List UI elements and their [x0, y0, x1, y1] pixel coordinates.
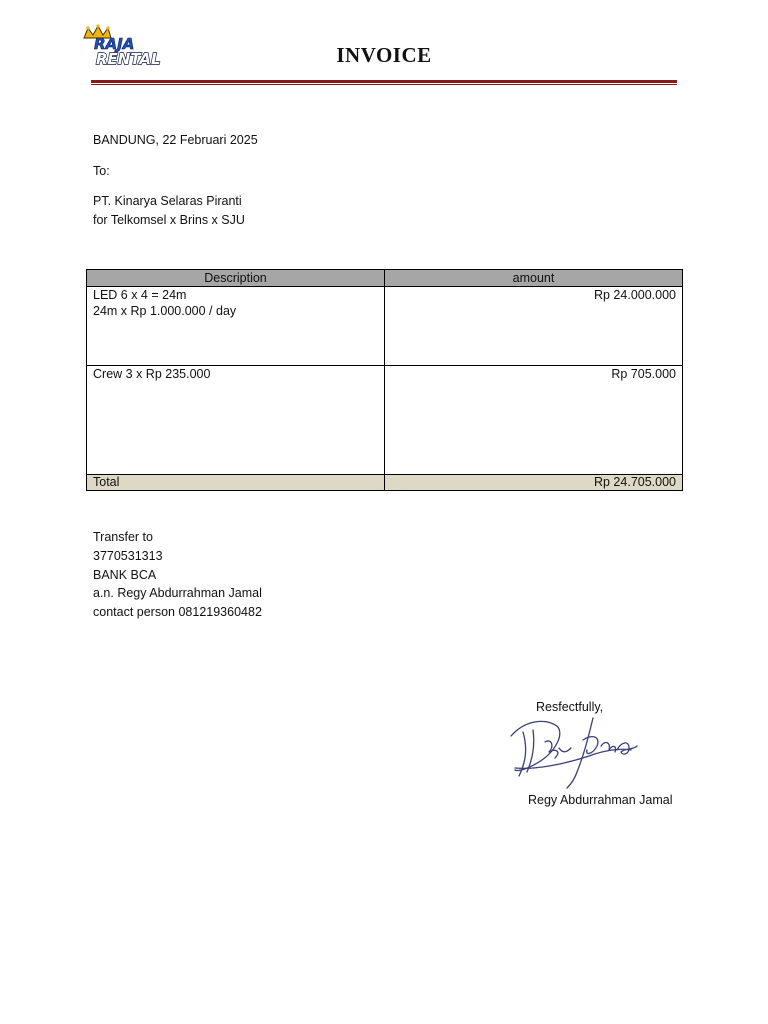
bank-name: BANK BCA [93, 568, 157, 582]
header-rule-thin [91, 84, 677, 85]
total-row [87, 475, 683, 491]
invoice-title: INVOICE [336, 43, 432, 67]
closing-greeting: Resfectfully, [536, 700, 604, 714]
logo-text-top: RAJA [94, 35, 135, 53]
account-number: 3770531313 [93, 549, 163, 563]
row-amount: Rp 24.000.000 [385, 287, 683, 366]
place-date: BANDUNG, 22 Februari 2025 [93, 133, 258, 147]
column-header-description: Description [87, 270, 385, 287]
row-description [87, 366, 385, 475]
recipient-project: for Telkomsel x Brins x SJU [93, 213, 245, 227]
table-row [87, 287, 683, 366]
signatory-name: Regy Abdurrahman Jamal [528, 793, 673, 807]
row-amount: Rp 705.000 [385, 366, 683, 475]
table-header-row [87, 270, 683, 287]
row-description [87, 287, 385, 366]
handwritten-signature [505, 712, 645, 792]
description-line: LED 6 x 4 = 24m [93, 288, 187, 302]
contact-person: contact person 081219360482 [93, 605, 262, 619]
column-header-amount: amount [385, 270, 683, 287]
invoice-table [86, 269, 683, 491]
to-label: To: [93, 164, 110, 178]
header-rule [91, 80, 677, 83]
account-holder: a.n. Regy Abdurrahman Jamal [93, 586, 262, 600]
logo-text-bottom: RENTAL [96, 50, 161, 68]
total-amount: Rp 24.705.000 [385, 475, 683, 491]
description-line: Crew 3 x Rp 235.000 [93, 367, 211, 381]
total-label: Total [87, 475, 385, 491]
transfer-label: Transfer to [93, 530, 153, 544]
description-line: 24m x Rp 1.000.000 / day [93, 304, 237, 318]
recipient-company: PT. Kinarya Selaras Piranti [93, 194, 242, 208]
table-row [87, 366, 683, 475]
